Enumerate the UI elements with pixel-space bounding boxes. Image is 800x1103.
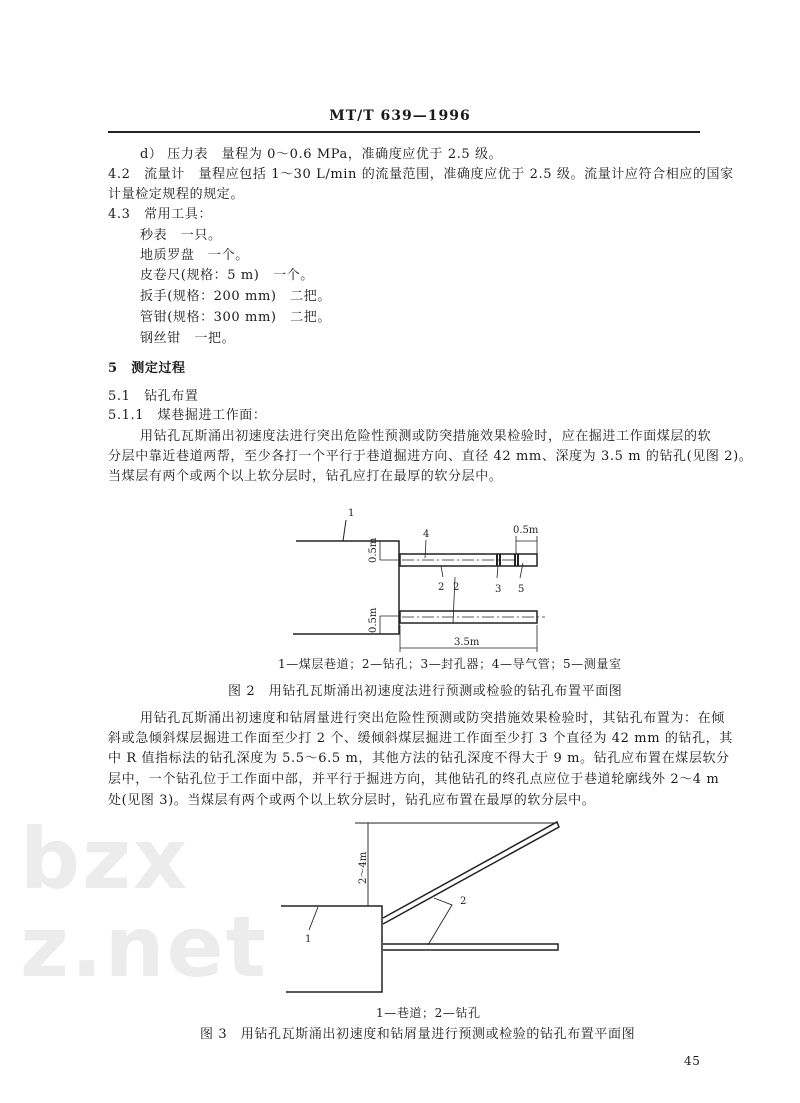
paragraph-line: 中 R 值指标法的钻孔深度为 5.5～6.5 m，其他方法的钻孔深度不得大于 9 m。钻孔应布置在煤层软分 [108,751,730,766]
clause-4-2: 4.2 流量计 量程应包括 1～30 L/min 的流量范围，准确度应优于 2.5 级。流量计应符合相应的国家 [108,167,734,182]
tool-item: 皮卷尺(规格：5 m) 一个。 [140,268,314,283]
paragraph-line: 分层中靠近巷道两帮，至少各打一个平行于巷道掘进方向、直径 42 mm、深度为 3.5 m 的钻孔(见图 2)。 [108,449,753,464]
fig2-dim-length: 3.5m [454,637,480,648]
figure-3-legend: 1—巷道；2—钻孔 [376,1006,481,1020]
fig2-label-4: 4 [423,529,430,540]
section-5-1-1-heading: 5.1.1 煤巷掘进工作面： [108,408,267,423]
paragraph-line: 斜或急倾斜煤层掘进工作面至少打 2 个、缓倾斜煤层掘进工作面至少打 3 个直径为 42 mm 的钻孔，其 [108,731,733,746]
paragraph-line: 用钻孔瓦斯涌出初速度法进行突出危险性预测或防突措施效果检验时，应在掘进工作面煤层的软 [140,429,712,444]
tool-item: 钢丝钳 一把。 [140,331,236,346]
tool-item: 扳手(规格：200 mm) 二把。 [140,289,331,304]
figure-3-diagram [0,800,800,1020]
tool-item: 秒表 一只。 [140,228,222,243]
item-pressure-gauge: d） 压力表 量程为 0～0.6 MPa，准确度应优于 2.5 级。 [140,147,503,162]
fig2-label-1: 1 [348,508,355,519]
fig2-label-5: 5 [518,584,525,595]
figure-2-legend: 1—煤层巷道；2—钻孔；3—封孔器；4—导气管；5—测量室 [278,657,622,671]
clause-4-2-cont: 计量检定规程的规定。 [108,187,245,202]
fig3-dim: 2～4m [358,851,369,884]
fig3-label-2: 2 [460,896,467,907]
fig2-label-2: 2 [453,582,460,593]
fig2-label-3: 3 [495,584,502,595]
fig2-dim-left-bottom: 0.5m [368,607,379,633]
document-code-header: MT/T 639—1996 [329,108,471,124]
figure-2-caption: 图 2 用钻孔瓦斯涌出初速度法进行预测或检验的钻孔布置平面图 [228,684,623,699]
section-5-heading: 5 测定过程 [108,361,186,376]
clause-4-3: 4.3 常用工具： [108,207,213,222]
fig2-dim-left-top: 0.5m [368,537,379,563]
tool-item: 地质罗盘 一个。 [140,248,249,263]
fig2-label-2: 2 [438,582,445,593]
fig3-label-1: 1 [305,934,312,945]
paragraph-line: 当煤层有两个或两个以上软分层时，钻孔应打在最厚的软分层中。 [108,469,503,484]
page-number: 45 [684,1054,701,1068]
fig2-dim-top: 0.5m [513,525,539,536]
figure-3-caption: 图 3 用钻孔瓦斯涌出初速度和钻屑量进行预测或检验的钻孔布置平面图 [200,1027,636,1042]
paragraph-line: 用钻孔瓦斯涌出初速度和钻屑量进行突出危险性预测或防突措施效果检验时，其钻孔布置为：在倾 [140,711,725,726]
tool-item: 管钳(规格：300 mm) 二把。 [140,310,331,325]
watermark: bzxz.net [20,810,268,996]
paragraph-line: 处(见图 3)。当煤层有两个或两个以上软分层时，钻孔应布置在最厚的软分层中。 [108,793,596,808]
section-5-1-heading: 5.1 钻孔布置 [108,389,199,404]
paragraph-line: 层中，一个钻孔位于工作面中部，并平行于掘进方向，其他钻孔的终孔点应位于巷道轮廓线外 2～4 m [108,772,720,787]
